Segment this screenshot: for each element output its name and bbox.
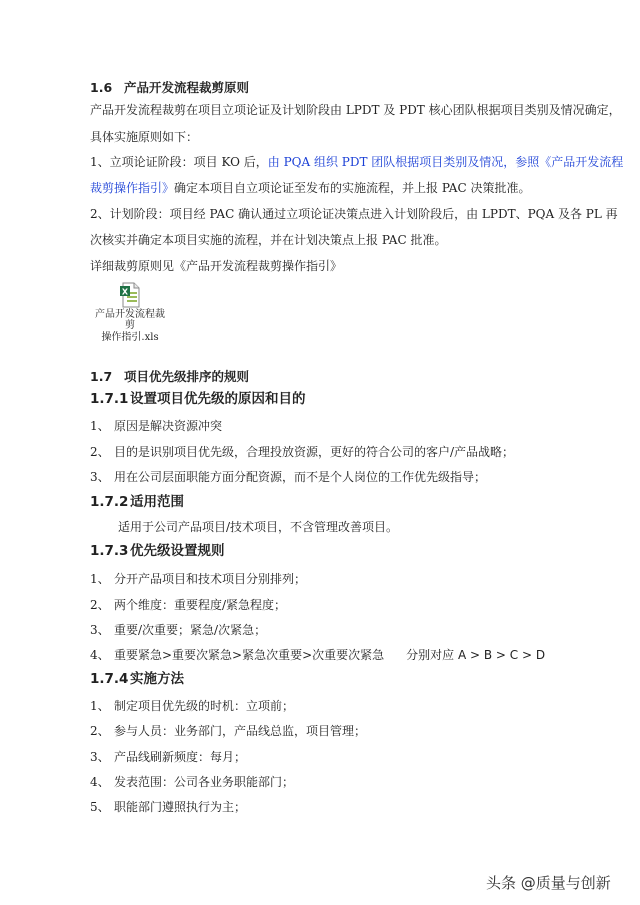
item-text: 用在公司层面职能方面分配资源，而不是个人岗位的工作优先级指导；: [114, 470, 487, 484]
list-item: [90, 444, 514, 460]
list-item: [90, 571, 306, 587]
item-index: 3、: [90, 623, 110, 637]
item-text: 原因是解决资源冲突: [114, 419, 223, 433]
section-title: 优先级设置规则: [130, 543, 225, 559]
priority-mapping: 分别对应 A > B > C > D: [406, 648, 546, 662]
section-1-7-1-heading: [90, 391, 306, 407]
paragraph-line: 具体实施原则如下：: [90, 130, 199, 144]
section-number: 1.7.1: [90, 391, 129, 407]
item-index: 4、: [90, 775, 110, 789]
paragraph-line: 产品开发流程裁剪在项目立项论证及计划阶段由 LPDT 及 PDT 核心团队根据项目类别及情况确定，: [90, 103, 621, 117]
list-item: [90, 749, 246, 765]
list-item: [90, 469, 486, 485]
section-title: 产品开发流程裁剪原则: [124, 80, 250, 95]
section-title: 实施方法: [130, 671, 184, 687]
list-item: [90, 622, 266, 638]
list-item: [90, 723, 366, 739]
section-title: 项目优先级排序的规则: [124, 369, 250, 384]
section-number: 1.6: [90, 80, 113, 95]
list-item-continuation: 次核实并确定本项目实施的流程，并在计划决策点上报 PAC 批准。: [90, 233, 447, 247]
section-1-7-4-heading: [90, 671, 184, 687]
item-text: 参与人员：业务部门，产品线总监，项目管理；: [114, 724, 367, 738]
list-item: [90, 799, 246, 815]
section-1-7-2-heading: [90, 494, 184, 510]
item-index: 1、: [90, 572, 110, 586]
excel-file-icon: [119, 282, 141, 308]
attachment-name-line2: 操作指引.xls: [101, 332, 159, 343]
item-text: 确定本项目自立项论证至发布的实施流程，并上报 PAC 决策批准。: [174, 181, 531, 195]
item-text: 两个维度：重要程度/紧急程度；: [114, 598, 287, 612]
section-title: 设置项目优先级的原因和目的: [130, 391, 306, 407]
section-number: 1.7.3: [90, 543, 129, 559]
item-index: 3、: [90, 750, 110, 764]
item-index: 3、: [90, 470, 110, 484]
watermark: 头条 @质量与创新: [486, 874, 611, 892]
attachment-name-line1: 产品开发流程裁剪: [95, 309, 165, 331]
section-title: 适用范围: [130, 494, 184, 510]
section-1-6-heading: [90, 80, 249, 96]
item-text: 重要紧急>重要次紧急>紧急次重要>次重要次紧急: [114, 648, 385, 662]
item-highlight-text: 由 PQA 组织 PDT 团队根据项目类别及情况，参照《产品开发流程: [267, 155, 624, 169]
attachment-xls[interactable]: [92, 282, 168, 343]
section-number: 1.7: [90, 369, 113, 384]
item-index: 2、: [90, 445, 110, 459]
detail-reference: 详细裁剪原则见《产品开发流程裁剪操作指引》: [90, 259, 343, 273]
svg-text:X: X: [121, 287, 129, 297]
item-index: 2、: [90, 724, 110, 738]
scope-text: 适用于公司产品项目/技术项目，不含管理改善项目。: [118, 520, 399, 534]
list-item: [90, 774, 294, 790]
list-item: 2、计划阶段：项目经 PAC 确认通过立项论证决策点进入计划阶段后，由 LPDT、PQA 及各 PL 再: [90, 207, 618, 221]
item-text: 分开产品项目和技术项目分别排列；: [114, 572, 307, 586]
item-text: 产品线刷新频度：每月；: [114, 750, 247, 764]
item-index: 5、: [90, 800, 110, 814]
item-text: 制定项目优先级的时机：立项前；: [114, 699, 295, 713]
list-item: [90, 698, 294, 714]
list-item: [90, 418, 222, 434]
section-1-7-heading: [90, 369, 249, 385]
item-index: 1、: [90, 419, 110, 433]
item-text: 目的是识别项目优先级，合理投放资源，更好的符合公司的客户/产品战略；: [114, 445, 515, 459]
item-text: 1、立项论证阶段：项目 KO 后，: [90, 155, 268, 169]
item-index: 2、: [90, 598, 110, 612]
item-text: 发表范围：公司各业务职能部门；: [114, 775, 295, 789]
item-index: 1、: [90, 699, 110, 713]
list-item: [90, 154, 623, 170]
list-item: [90, 647, 545, 663]
item-index: 4、: [90, 648, 110, 662]
section-number: 1.7.2: [90, 494, 129, 510]
list-item-continuation: [90, 180, 530, 196]
item-text: 重要/次重要；紧急/次紧急；: [114, 623, 267, 637]
guide-reference-link[interactable]: 裁剪操作指引》: [90, 181, 175, 195]
section-1-7-3-heading: [90, 543, 225, 559]
item-text: 职能部门遵照执行为主；: [114, 800, 247, 814]
list-item: [90, 597, 286, 613]
section-number: 1.7.4: [90, 671, 129, 687]
